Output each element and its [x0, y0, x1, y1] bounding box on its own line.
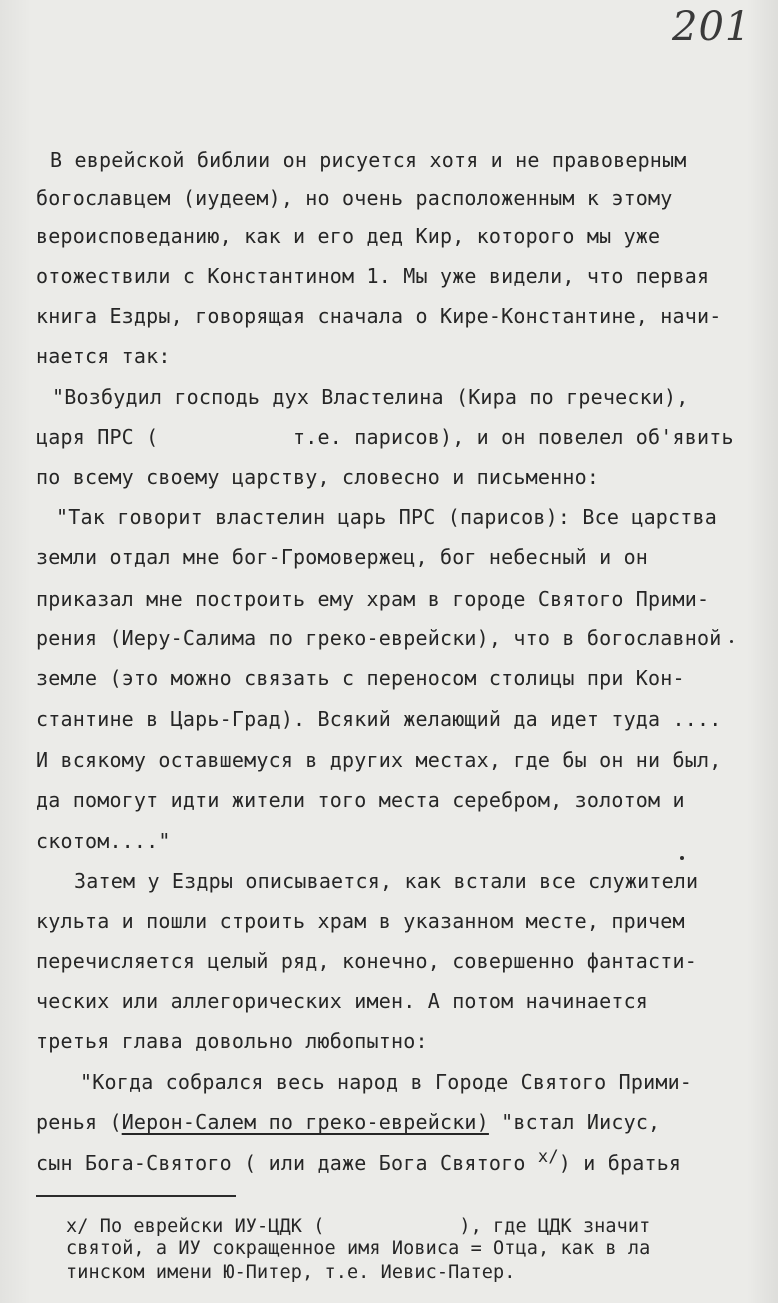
body-line: культа и пошли строить храм в указанном месте, причем	[36, 909, 685, 933]
ink-mark	[730, 640, 733, 643]
body-line: "Так говорит властелин царь ПРС (парисов): Все царства	[56, 505, 718, 529]
body-line: Затем у Ездры описывается, как встали все служители	[74, 869, 699, 893]
footnote-line: святой, а ИУ сокращенное имя Иовиса = Отца, как в ла	[66, 1238, 651, 1259]
body-text: ренья (	[36, 1110, 122, 1134]
body-line: приказал мне построить ему храм в городе Святого Прими-	[36, 587, 710, 611]
body-text: сын Бога-Святого ( или даже Бога Святого	[36, 1151, 538, 1175]
body-line: перечисляется целый ряд, конечно, совершенно фантасти-	[36, 949, 698, 973]
footnote-line: х/ По еврейски ИУ-ЦДК ( ), где ЦДК значит	[66, 1216, 651, 1237]
body-line: богославцем (иудеем), но очень расположенным к этому	[36, 186, 673, 210]
body-line: вероисповеданию, как и его дед Кир, которого мы уже	[36, 224, 661, 248]
footnote-marker: х/	[537, 1147, 559, 1167]
footnote-separator	[36, 1195, 236, 1197]
body-line: И всякому оставшемуся в других местах, где бы он ни был,	[36, 748, 722, 772]
body-line: нается так:	[36, 344, 171, 368]
underlined-phrase: Иерон-Салем по греко-еврейски)	[121, 1110, 489, 1134]
body-line: скотом...."	[36, 829, 171, 853]
body-text: "встал Иисус,	[488, 1110, 661, 1134]
page-number: 201	[672, 4, 752, 50]
body-line: "Когда собрался весь народ в Городе Святого Прими-	[80, 1070, 693, 1094]
body-line: земли отдал мне бог-Громовержец, бог небесный и он	[36, 545, 649, 569]
body-line: по всему своему царству, словесно и письменно:	[36, 465, 600, 489]
body-line: книга Ездры, говорящая сначала о Кире-Константине, начи-	[36, 304, 722, 328]
body-line: земле (это можно связать с переносом столицы при Кон-	[36, 666, 685, 690]
body-line: да помогут идти жители того места серебром, золотом и	[36, 788, 685, 812]
body-line	[36, 1112, 660, 1132]
ink-mark	[680, 856, 684, 860]
body-line: стантине в Царь-Град). Всякий желающий да идет туда ....	[36, 707, 722, 731]
footnote-line: тинском имени Ю-Питер, т.е. Иевис-Патер.	[66, 1262, 516, 1283]
body-line: царя ПРС ( т.е. парисов), и он повелел об'явить	[36, 425, 734, 449]
body-line: "Возбудил господь дух Властелина (Кира по гречески),	[52, 385, 689, 409]
body-line: рения (Иеру-Салима по греко-еврейски), что в богославной	[36, 626, 722, 650]
body-line: ческих или аллегорических имен. А потом начинается	[36, 989, 649, 1013]
body-line: В еврейской библии он рисуется хотя и не правоверным	[50, 148, 687, 172]
body-text: ) и братья	[558, 1151, 682, 1175]
body-line: третья глава довольно любопытно:	[36, 1029, 428, 1053]
body-line	[36, 1147, 682, 1175]
body-line: отожествили с Константином 1. Мы уже видели, что первая	[36, 264, 710, 288]
